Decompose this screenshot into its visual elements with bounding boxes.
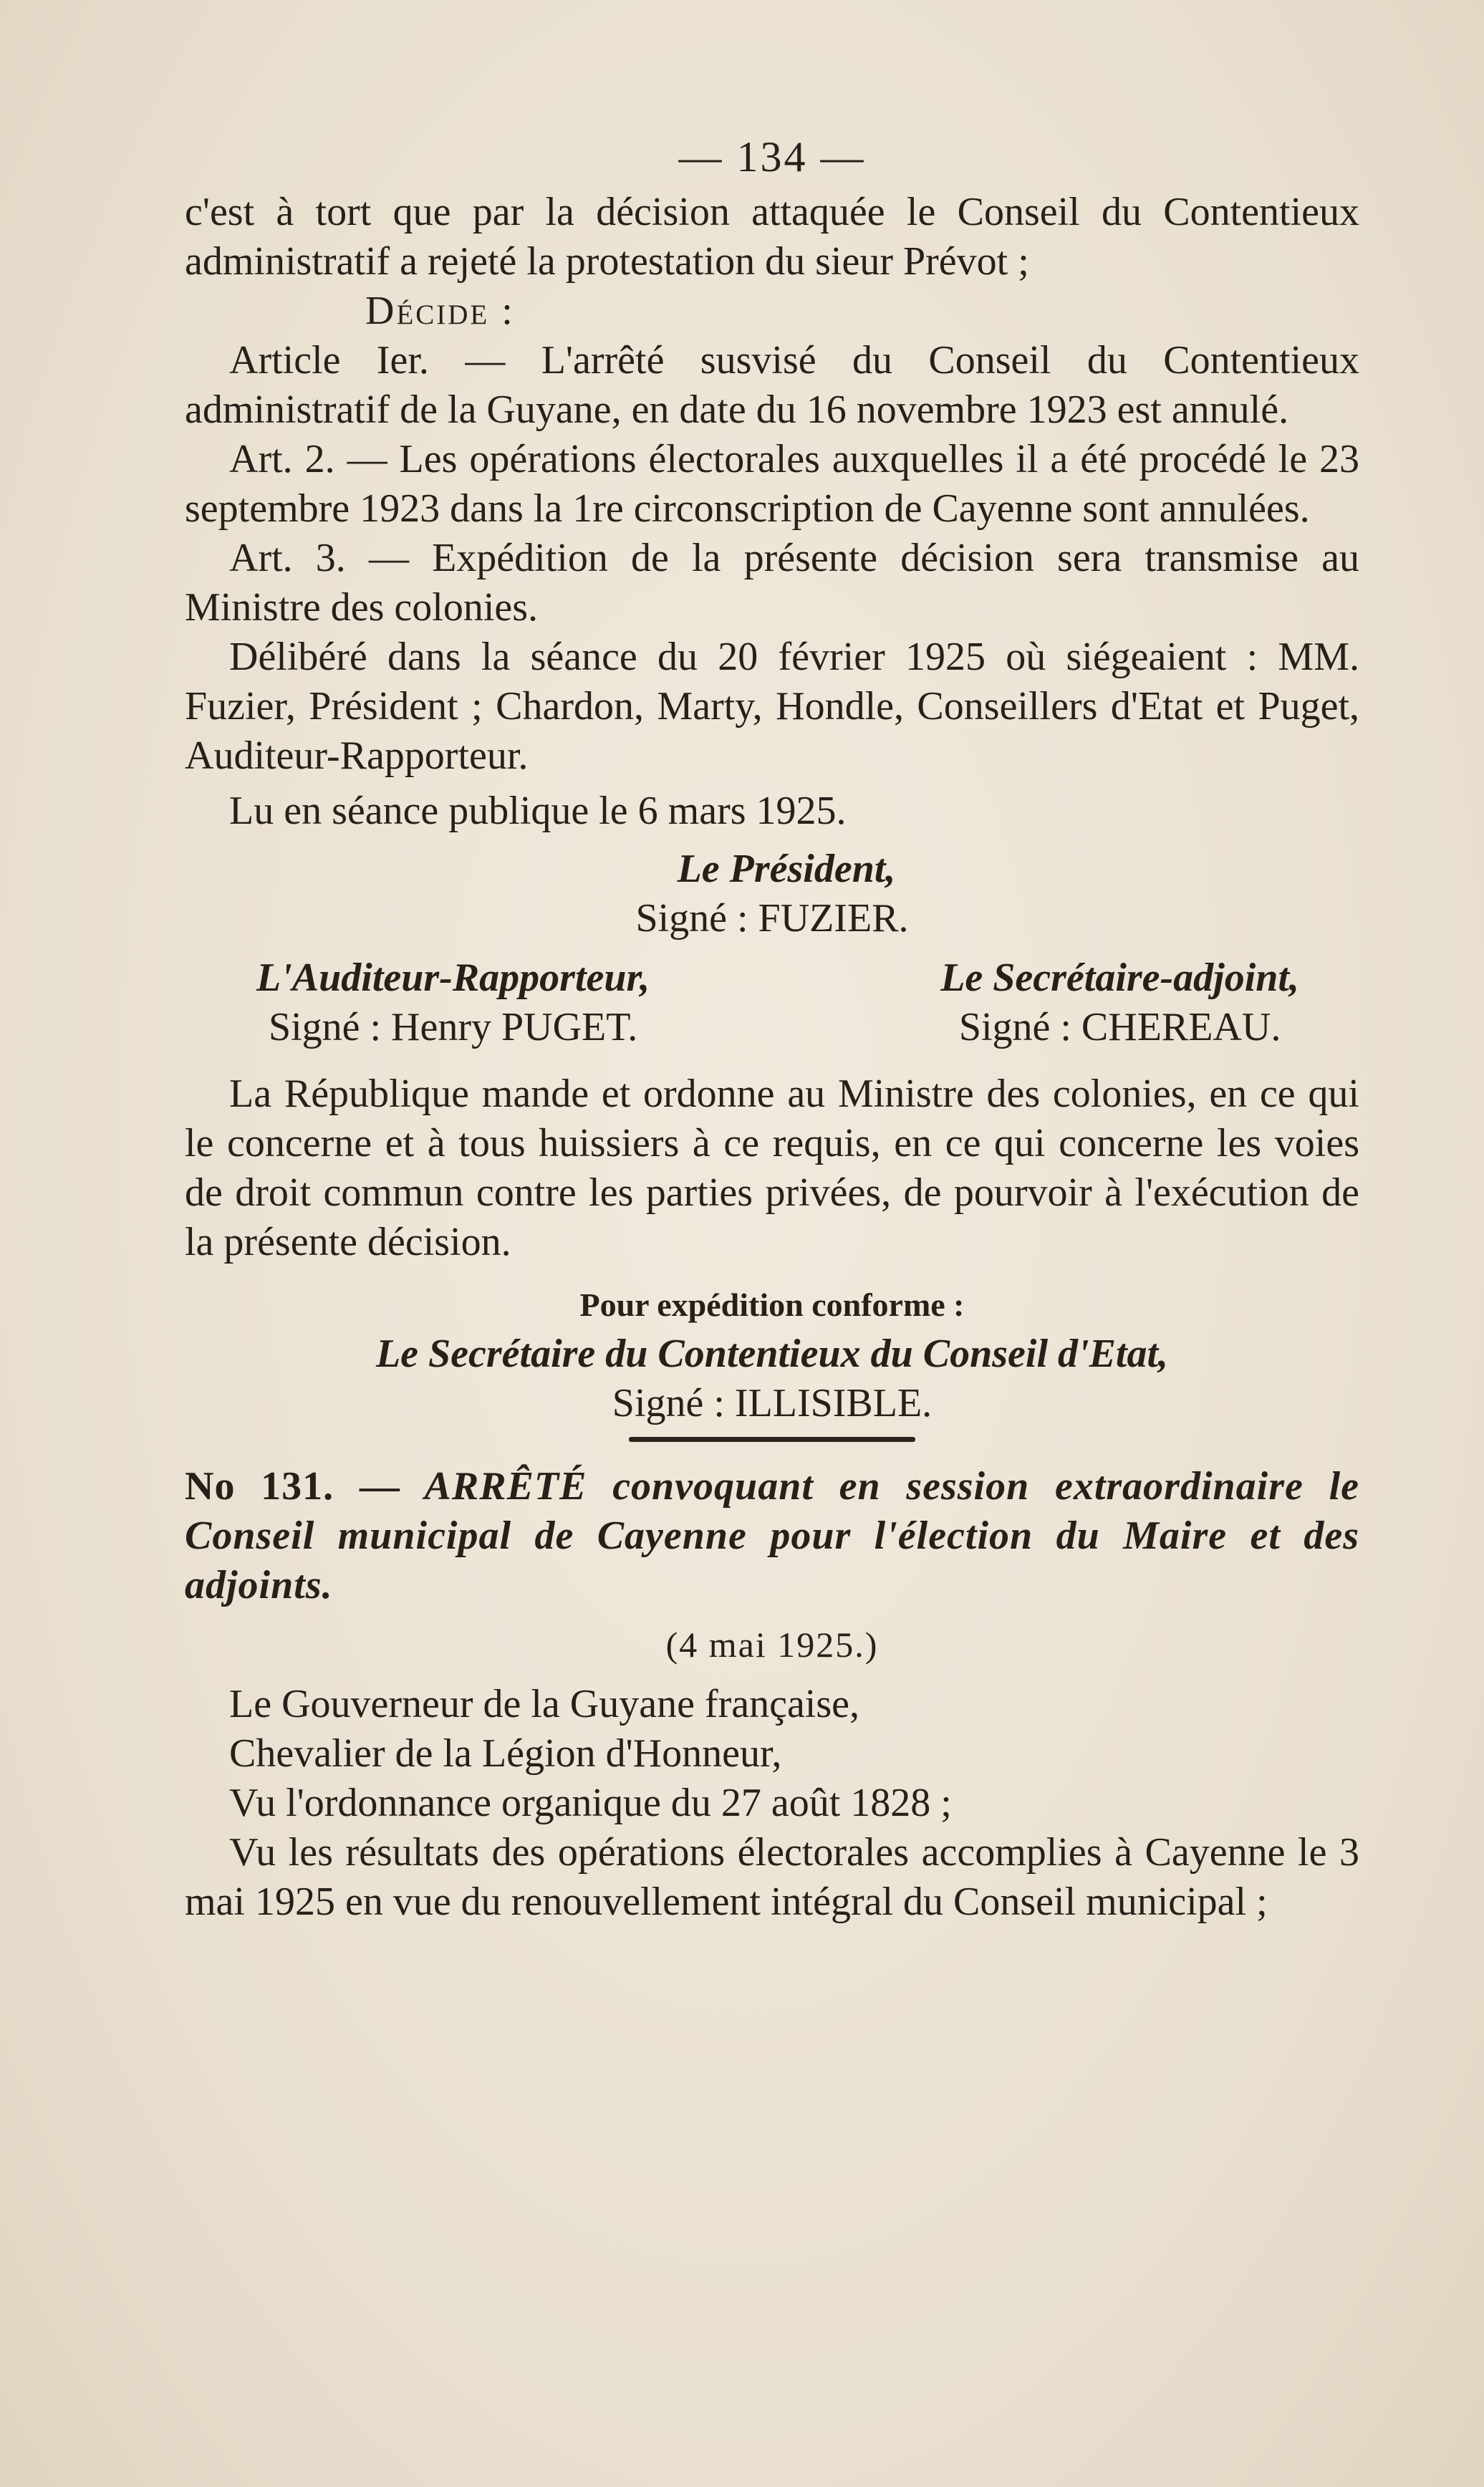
secretaire-adjoint-signed: Signé : CHEREAU. [958, 1005, 1281, 1049]
mandement-paragraph: La République mande et ordonne au Ministre des colonies, en ce qui le concerne et à tous huissiers à ce requis, en ce qui concerne les voies de droit commun contre les parties privées, de pourvoir à l'exécution de la présente décision. [185, 1072, 1359, 1264]
secretaire-title: Le Secrétaire du Contentieux du Conseil d'Etat, [375, 1332, 1169, 1376]
chevalier-line: Chevalier de la Légion d'Honneur, [229, 1731, 782, 1776]
section-divider [629, 1437, 915, 1442]
vu-resultats: Vu les résultats des opérations électorales accomplies à Cayenne le 3 mai 1925 en vue du renouvellement intégral du Conseil municipal ; [185, 1830, 1359, 1924]
auditeur-signed: Signé : Henry PUGET. [268, 1005, 638, 1049]
arrete-number: No 131. — [185, 1464, 400, 1509]
auditeur-title: L'Auditeur-Rapporteur, [256, 956, 650, 1000]
article-2: Art. 2. — Les opérations électorales auxquelles il a été procédé le 23 septembre 1923 dans la 1re circonscription de Cayenne sont annulées. [185, 437, 1359, 531]
secretaire-adjoint-title: Le Secrétaire-adjoint, [940, 956, 1299, 1000]
deliberation-paragraph: Délibéré dans la séance du 20 février 1925 où siégeaient : MM. Fuzier, Président ; Chardon, Marty, Hondle, Conseillers d'Etat et Puget, Auditeur-Rapporteur. [185, 635, 1359, 778]
article-3: Art. 3. — Expédition de la présente décision sera transmise au Ministre des colonies. [185, 536, 1359, 630]
page-number: — 134 — [678, 133, 866, 181]
secretaire-signed: Signé : ILLISIBLE. [612, 1381, 933, 1425]
president-signature [185, 845, 1359, 943]
decide-heading: Décide : [365, 289, 515, 333]
arrete-date: (4 mai 1925.) [665, 1625, 879, 1665]
auditeur-signature [256, 953, 650, 1052]
secretaire-adjoint-signature [940, 953, 1299, 1052]
public-reading: Lu en séance publique le 6 mars 1925. [229, 789, 847, 833]
paragraph-intro: c'est à tort que par la décision attaquée le Conseil du Contentieux administratif a rejeté la protestation du sieur Prévot ; [185, 190, 1359, 284]
president-signed: Signé : FUZIER. [635, 896, 909, 941]
text-column [185, 133, 1359, 1927]
article-1: Article Ier. — L'arrêté susvisé du Conseil du Contentieux administratif de la Guyane, en date du 16 novembre 1923 est annulé. [185, 338, 1359, 432]
vu-ordonnance: Vu l'ordonnance organique du 27 août 1828 ; [229, 1781, 952, 1825]
gouverneur-line: Le Gouverneur de la Guyane française, [229, 1682, 860, 1726]
arrete-title: ARRÊTÉ convoquant en session extraordinaire le Conseil municipal de Cayenne pour l'élection du Maire et des adjoints. [185, 1464, 1359, 1607]
expedition-line: Pour expédition conforme : [579, 1286, 965, 1323]
signatures-row [185, 953, 1359, 1052]
arrete-heading [185, 1462, 1359, 1610]
president-title: Le Président, [677, 847, 896, 891]
